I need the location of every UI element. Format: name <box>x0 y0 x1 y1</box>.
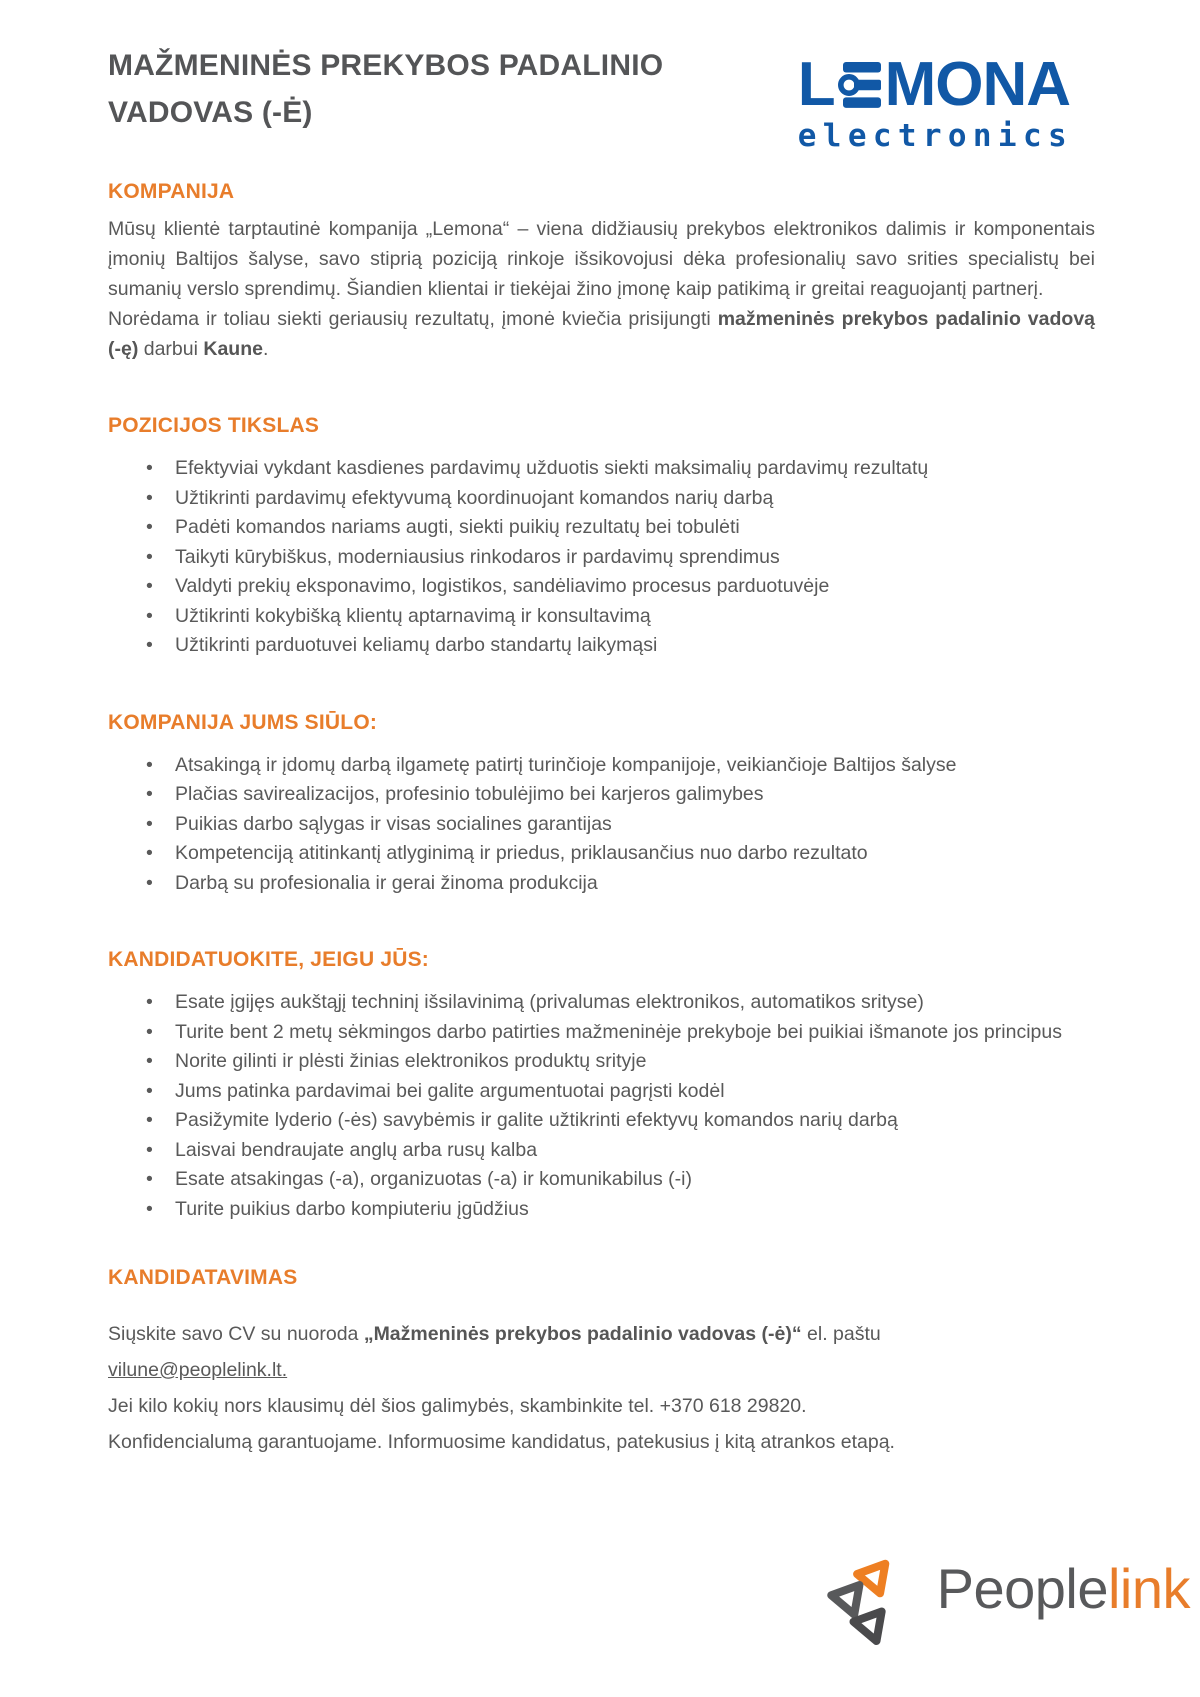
section-kandidatavimas <box>108 1266 1095 1460</box>
kompanija-paragraphs <box>108 214 1095 364</box>
list-item-text: Darbą su profesionalia ir gerai žinoma produkcija <box>175 871 598 894</box>
section-heading-kandidatuokite: KANDIDATUOKITE, JEIGU JŪS: <box>108 948 429 971</box>
bullet-icon: • <box>146 842 153 864</box>
pozicijos-tikslas-list <box>108 454 1095 661</box>
list-item-text: Laisvai bendraujate anglų arba rusų kalba <box>175 1138 538 1161</box>
list-item <box>108 1077 1095 1107</box>
list-item-text: Plačias savirealizacijos, profesinio tobulėjimo bei karjeros galimybes <box>175 783 764 805</box>
list-item <box>108 869 1095 899</box>
header <box>108 42 1095 154</box>
contact-line-phone: Jei kilo kokių nors klausimų dėl šios galimybės, skambinkite tel. +370 618 29820. <box>108 1395 807 1417</box>
bullet-icon: • <box>146 516 153 538</box>
section-heading-kompanija-siulo: KOMPANIJA JUMS SIŪLO: <box>108 710 378 734</box>
section-heading-kompanija: KOMPANIJA <box>108 180 235 203</box>
section-kompanija <box>108 180 1095 364</box>
list-item-text: Efektyviai vykdant kasdienes pardavimų užduotis siekti maksimalių pardavimų rezultatų <box>175 457 929 479</box>
peoplelink-icon <box>803 1540 923 1665</box>
peoplelink-logo <box>0 1540 1200 1665</box>
bullet-icon: • <box>146 1079 153 1102</box>
list-item-text: Valdyti prekių eksponavimo, logistikos, sandėliavimo procesus parduotuvėje <box>175 575 830 597</box>
lemona-logo <box>797 50 1073 154</box>
list-item-text: Užtikrinti kokybišką klientų aptarnavimą ir konsultavimą <box>175 604 651 627</box>
section-heading-kandidatavimas: KANDIDATAVIMAS <box>108 1266 298 1289</box>
contact-line-apply: Siųskite savo CV su nuoroda „Mažmeninės prekybos padalinio vadovas (-ė)“ el. paštu <box>108 1323 881 1345</box>
list-item-text: Jums patinka pardavimai bei galite argumentuotai pagrįsti kodėl <box>175 1079 725 1102</box>
kompanija-paragraph-1: Mūsų klientė tarptautinė kompanija „Lemona“ – viena didžiausių prekybos elektronikos dalimis ir komponentais įmonių Baltijos šalyse, savo stiprią poziciją rinkoje išsikovojusi dėka profesionalių savo srities specialistų bei sumanių verslo sprendimų. Šiandien klientai ir tiekėjai žino įmonę kaip patikimą ir greitai reaguojantį partnerį. <box>108 218 1095 300</box>
list-item <box>108 1165 1095 1195</box>
bullet-icon: • <box>146 1050 153 1072</box>
bullet-icon: • <box>146 783 153 805</box>
list-item <box>108 543 1095 573</box>
bullet-icon: • <box>146 1138 153 1161</box>
list-item-text: Turite bent 2 metų sėkmingos darbo patirties mažmeninėje prekyboje bei puikiai išmanote jos principus <box>175 1020 1062 1043</box>
list-item <box>108 1047 1095 1077</box>
bullet-icon: • <box>146 457 153 479</box>
list-item <box>108 1195 1095 1225</box>
bullet-icon: • <box>146 486 153 509</box>
list-item-text: Taikyti kūrybiškus, moderniausius rinkodaros ir pardavimų sprendimus <box>175 545 780 568</box>
list-item <box>108 1018 1095 1048</box>
lemona-letter-l: L <box>797 50 835 119</box>
list-item <box>108 631 1095 661</box>
bullet-icon: • <box>146 545 153 568</box>
list-item <box>108 780 1095 810</box>
lemona-wordmark <box>797 50 1073 119</box>
section-kandidatuokite <box>108 948 1095 1224</box>
list-item-text: Norite gilinti ir plėsti žinias elektronikos produktų srityje <box>175 1050 647 1072</box>
contact-line-email <box>108 1352 1095 1388</box>
kandidatuokite-list <box>108 988 1095 1224</box>
kompanija-paragraph-2: Norėdama ir toliau siekti geriausių rezultatų, įmonė kviečia prisijungti mažmeninės prekybos padalinio vadovą (-ę) darbui Kaune. <box>108 308 1096 360</box>
page-title-line2: VADOVAS (-Ė) <box>108 96 313 129</box>
email-link[interactable]: vilune@peoplelink.lt. <box>108 1359 288 1381</box>
list-item <box>108 454 1095 484</box>
kompanija-siulo-list <box>108 751 1095 899</box>
page-title-line1: MAŽMENINĖS PREKYBOS PADALINIO <box>108 49 664 82</box>
list-item <box>108 1106 1095 1136</box>
bullet-icon: • <box>146 1020 153 1043</box>
list-item-text: Padėti komandos nariams augti, siekti puikių rezultatų bei tobulėti <box>175 516 740 538</box>
list-item-text: Pasižymite lyderio (-ės) savybėmis ir galite užtikrinti efektyvų komandos narių darbą <box>175 1109 898 1131</box>
bullet-icon: • <box>146 871 153 894</box>
peoplelink-wordmark <box>936 1556 1190 1645</box>
list-item <box>108 513 1095 543</box>
list-item-text: Esate atsakingas (-a), organizuotas (-a) ir komunikabilus (-i) <box>175 1168 692 1190</box>
list-item <box>108 572 1095 602</box>
bullet-icon: • <box>146 1109 153 1131</box>
list-item-text: Užtikrinti parduotuvei keliamų darbo standartų laikymąsi <box>175 634 658 656</box>
bullet-icon: • <box>146 634 153 656</box>
lemona-electronics-label: electronics <box>797 118 1073 154</box>
list-item <box>108 1136 1095 1166</box>
contact-block <box>108 1316 1095 1460</box>
lemona-e-icon <box>837 61 883 109</box>
bullet-icon: • <box>146 812 153 835</box>
section-kompanija-siulo <box>108 711 1095 899</box>
page-title <box>108 42 663 136</box>
contact-line-confidential: Konfidencialumą garantuojame. Informuosime kandidatus, patekusius į kitą atrankos etapą. <box>108 1431 895 1453</box>
list-item <box>108 751 1095 781</box>
list-item-text: Kompetenciją atitinkantį atlyginimą ir priedus, priklausančius nuo darbo rezultato <box>175 842 868 864</box>
lemona-letters-mona: MONA <box>884 50 1071 119</box>
section-heading-pozicijos-tikslas: POZICIJOS TIKSLAS <box>108 414 320 437</box>
list-item <box>108 602 1095 632</box>
list-item-text: Esate įgijęs aukštąjį techninį išsilavinimą (privalumas elektronikos, automatikos srityse) <box>175 991 924 1013</box>
peoplelink-word-people: People <box>936 1556 1108 1620</box>
list-item <box>108 810 1095 840</box>
bullet-icon: • <box>146 604 153 627</box>
bullet-icon: • <box>146 1197 153 1220</box>
bullet-icon: • <box>146 753 153 776</box>
peoplelink-word-link: link <box>1107 1556 1190 1620</box>
list-item <box>108 839 1095 869</box>
list-item-text: Turite puikius darbo kompiuteriu įgūdžius <box>175 1197 529 1220</box>
section-pozicijos-tikslas <box>108 414 1095 661</box>
list-item <box>108 484 1095 514</box>
list-item <box>108 988 1095 1018</box>
list-item-text: Puikias darbo sąlygas ir visas socialines garantijas <box>175 812 612 835</box>
list-item-text: Užtikrinti pardavimų efektyvumą koordinuojant komandos narių darbą <box>175 486 774 509</box>
bullet-icon: • <box>146 575 153 597</box>
bullet-icon: • <box>146 991 153 1013</box>
list-item-text: Atsakingą ir įdomų darbą ilgametę patirtį turinčioje kompanijoje, veikiančioje Baltijos šalyse <box>175 753 957 776</box>
bullet-icon: • <box>146 1168 153 1190</box>
